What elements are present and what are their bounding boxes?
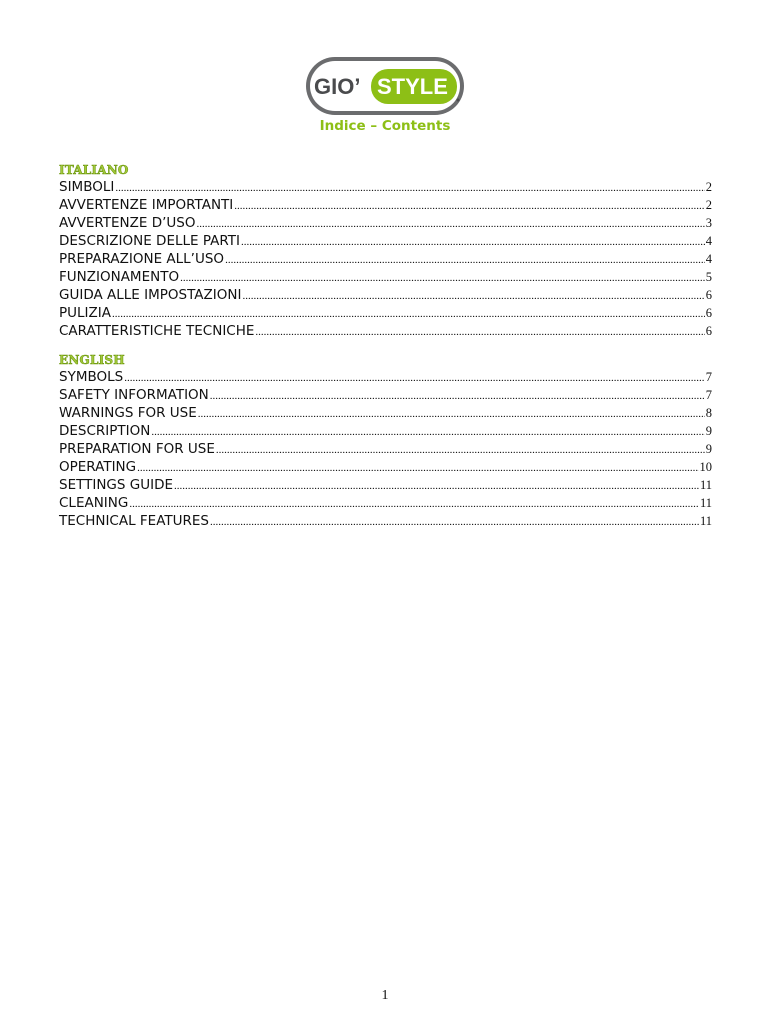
dot-leader: [234, 197, 704, 215]
dot-leader: [242, 287, 704, 305]
gio-style-logo: [305, 56, 465, 116]
toc-entry-title: SYMBOLS: [59, 369, 124, 385]
dot-leader: [115, 179, 704, 197]
toc-entry-title: WARNINGS FOR USE: [59, 405, 197, 421]
dot-leader: [196, 215, 704, 233]
toc-entry-page-number: 4: [705, 234, 712, 248]
dot-leader: [137, 459, 698, 477]
dot-leader: [174, 477, 699, 495]
page-number: 1: [381, 988, 389, 1003]
dot-leader: [210, 387, 705, 405]
toc-entry-title: AVVERTENZE IMPORTANTI: [59, 197, 234, 213]
toc-entry[interactable]: [59, 368, 712, 386]
toc-entry-page-number: 10: [699, 460, 712, 474]
toc-entry-title: CLEANING: [59, 495, 129, 511]
toc-entry-page-number: 2: [705, 180, 712, 194]
dot-leader: [151, 423, 704, 441]
toc-entry[interactable]: [59, 196, 712, 214]
toc-entry[interactable]: [59, 214, 712, 232]
toc-entry-page-number: 6: [705, 288, 712, 302]
dot-leader: [198, 405, 705, 423]
toc-entry-title: TECHNICAL FEATURES: [59, 513, 209, 529]
toc-entry-page-number: 9: [705, 442, 712, 456]
toc-entry[interactable]: [59, 476, 712, 494]
toc-entry-title: PULIZIA: [59, 305, 111, 321]
toc-entry-page-number: 2: [705, 198, 712, 212]
toc-entry[interactable]: [59, 386, 712, 404]
toc-entry-page-number: 4: [705, 252, 712, 266]
dot-leader: [255, 323, 704, 341]
toc-entry-title: SETTINGS GUIDE: [59, 477, 174, 493]
dot-leader: [216, 441, 705, 459]
toc-entry-page-number: 11: [699, 478, 712, 492]
toc-entry-page-number: 9: [705, 424, 712, 438]
toc-entry-title: FUNZIONAMENTO: [59, 269, 180, 285]
dot-leader: [180, 269, 705, 287]
toc-entry[interactable]: [59, 286, 712, 304]
dot-leader: [225, 251, 705, 269]
toc-entry-title: OPERATING: [59, 459, 137, 475]
toc-entry-title: PREPARAZIONE ALL’USO: [59, 251, 225, 267]
toc-entry-title: CARATTERISTICHE TECNICHE: [59, 323, 255, 339]
toc-entry-page-number: 8: [705, 406, 712, 420]
dot-leader: [112, 305, 705, 323]
toc-entry-title: DESCRIPTION: [59, 423, 151, 439]
toc-entry-page-number: 3: [705, 216, 712, 230]
toc-entry[interactable]: [59, 250, 712, 268]
toc-entry[interactable]: [59, 404, 712, 422]
toc-section-italiano: [59, 163, 712, 340]
toc-entry-page-number: 6: [705, 324, 712, 338]
logo-text-left: GIO’: [314, 74, 361, 99]
toc-entry[interactable]: [59, 268, 712, 286]
toc-entry[interactable]: [59, 178, 712, 196]
toc-entry-title: DESCRIZIONE DELLE PARTI: [59, 233, 240, 249]
toc-entry[interactable]: [59, 422, 712, 440]
toc-entry-title: SAFETY INFORMATION: [59, 387, 209, 403]
toc-entry-page-number: 11: [699, 514, 712, 528]
section-heading: ITALIANO: [59, 163, 129, 177]
dot-leader: [210, 513, 699, 531]
toc-entry-title: GUIDA ALLE IMPOSTAZIONI: [59, 287, 242, 303]
toc-entry[interactable]: [59, 494, 712, 512]
toc-entry-title: AVVERTENZE D’USO: [59, 215, 196, 231]
page-subtitle: Indice – Contents: [319, 118, 451, 134]
toc-entry[interactable]: [59, 458, 712, 476]
logo-text-right: STYLE: [377, 74, 448, 99]
dot-leader: [124, 369, 705, 387]
toc-entry-page-number: 7: [705, 370, 712, 384]
toc-entry-page-number: 6: [705, 306, 712, 320]
toc-entry[interactable]: [59, 322, 712, 340]
toc-section-english: [59, 353, 712, 530]
dot-leader: [129, 495, 699, 513]
dot-leader: [241, 233, 705, 251]
toc-entry-title: SIMBOLI: [59, 179, 115, 195]
toc-entry-page-number: 11: [699, 496, 712, 510]
toc-entry[interactable]: [59, 304, 712, 322]
toc-entry-title: PREPARATION FOR USE: [59, 441, 215, 457]
toc-entry[interactable]: [59, 440, 712, 458]
section-heading: ENGLISH: [59, 353, 125, 367]
toc-entry-page-number: 5: [705, 270, 712, 284]
toc-entry[interactable]: [59, 232, 712, 250]
toc-entry[interactable]: [59, 512, 712, 530]
toc-entry-page-number: 7: [705, 388, 712, 402]
